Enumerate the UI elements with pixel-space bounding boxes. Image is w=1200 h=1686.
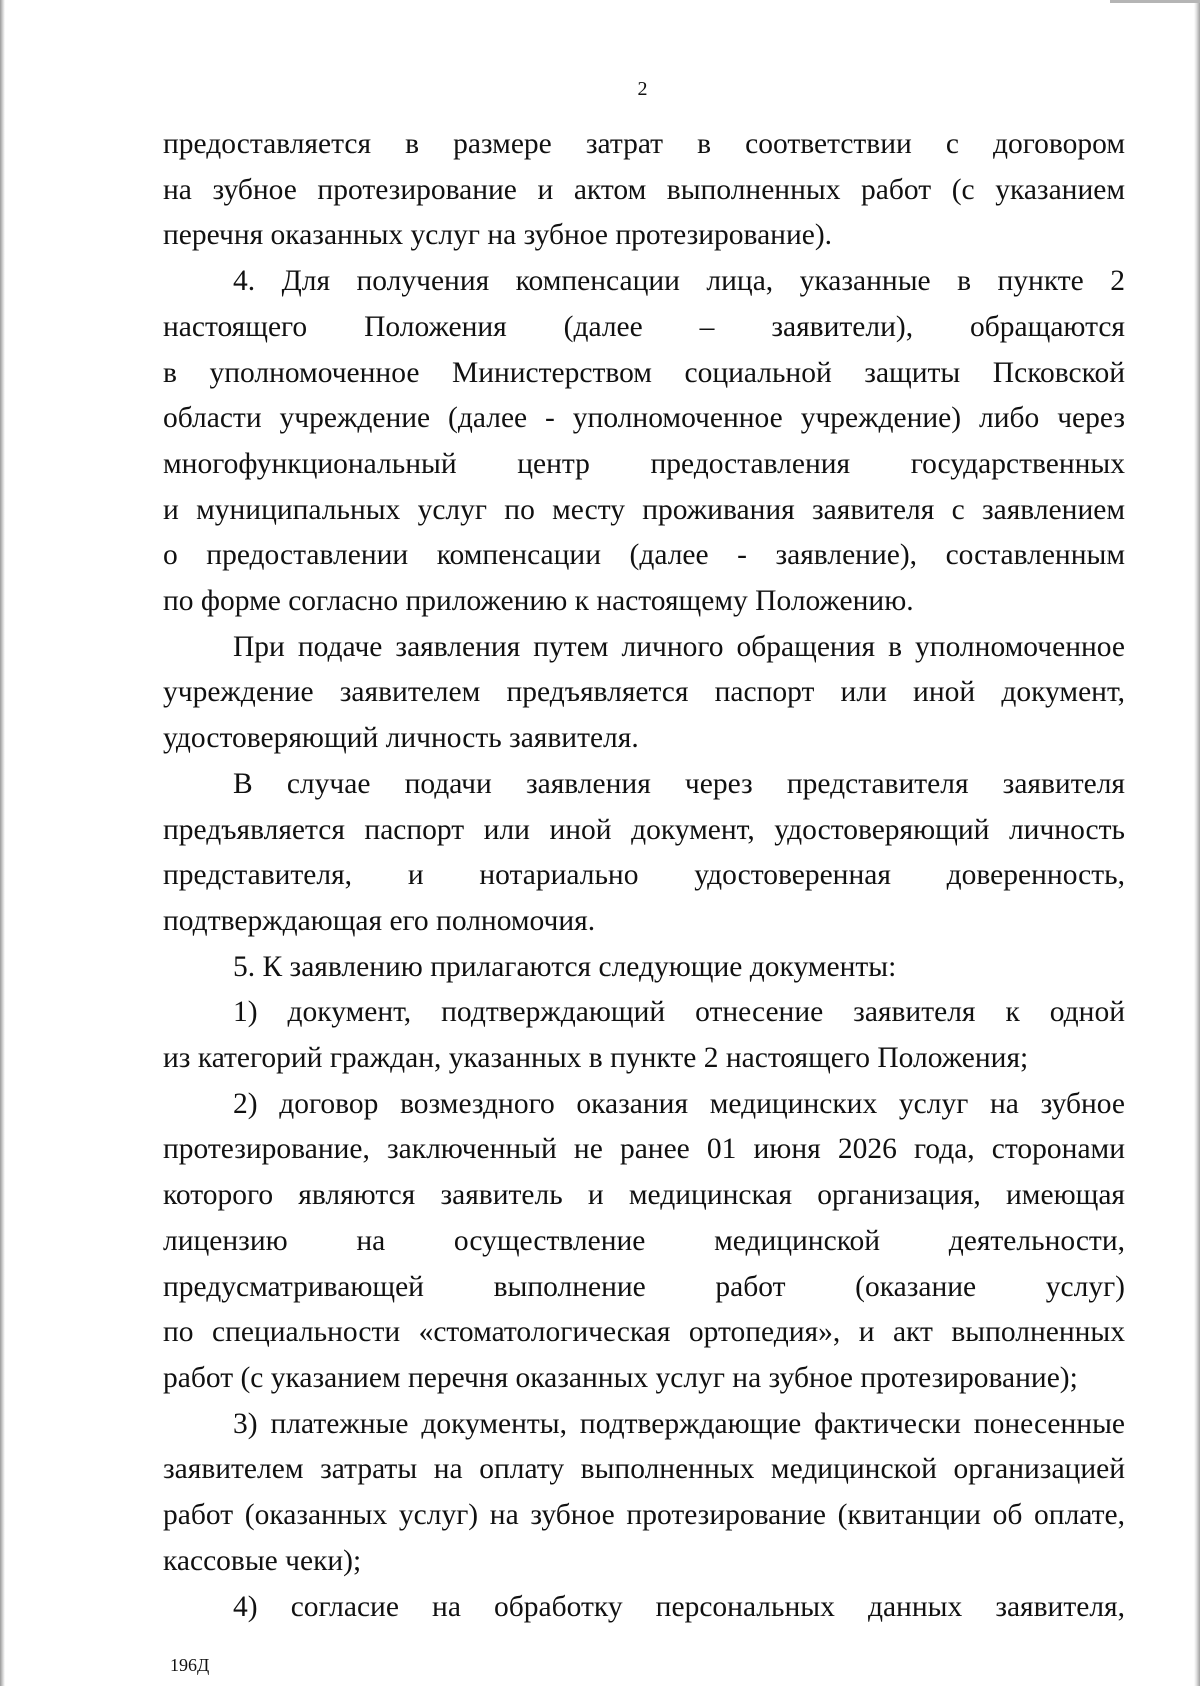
text-line: на зубное протезирование и актом выполненных работ (с указанием (163, 173, 1125, 206)
text-line: работ (с указанием перечня оказанных услуг на зубное протезирование); (163, 1361, 1078, 1394)
text-line: кассовые чеки); (163, 1544, 362, 1577)
text-line: и муниципальных услуг по месту проживания заявителя с заявлением (163, 493, 1125, 526)
text-line: удостоверяющий личность заявителя. (163, 722, 639, 755)
text-line: 3) платежные документы, подтверждающие фактически понесенные (233, 1407, 1125, 1440)
text-line: предусматривающей выполнение работ (оказание услуг) (163, 1270, 1125, 1303)
text-line: 5. К заявлению прилагаются следующие документы: (233, 950, 897, 983)
scan-edge-left (0, 0, 5, 1686)
text-line: учреждение заявителем предъявляется паспорт или иной документ, (163, 676, 1125, 709)
text-line: 4. Для получения компенсации лица, указанные в пункте 2 (233, 265, 1125, 298)
text-line: лицензию на осуществление медицинской деятельности, (163, 1224, 1125, 1257)
text-line: которого являются заявитель и медицинская организация, имеющая (163, 1179, 1125, 1212)
text-line: предъявляется паспорт или иной документ, удостоверяющий личность (163, 813, 1125, 846)
document-body (163, 122, 1125, 1630)
text-line: по специальности «стоматологическая ортопедия», и акт выполненных (163, 1316, 1125, 1349)
text-line: 4) согласие на обработку персональных данных заявителя, (233, 1590, 1125, 1623)
page-number: 2 (637, 78, 648, 100)
text-line: заявителем затраты на оплату выполненных медицинской организацией (163, 1453, 1125, 1486)
text-line: 1) документ, подтверждающий отнесение заявителя к одной (233, 996, 1125, 1029)
text-line: многофункциональный центр предоставления государственных (163, 447, 1125, 480)
text-line: настоящего Положения (далее – заявители), обращаются (163, 310, 1125, 343)
text-line: в уполномоченное Министерством социальной защиты Псковской (163, 356, 1125, 389)
text-line: из категорий граждан, указанных в пункте 2 настоящего Положения; (163, 1042, 1029, 1075)
text-line: подтверждающая его полномочия. (163, 904, 596, 937)
text-line: протезирование, заключенный не ранее 01 июня 2026 года, сторонами (163, 1133, 1125, 1166)
text-line: по форме согласно приложению к настоящему Положению. (163, 585, 914, 618)
text-line: При подаче заявления путем личного обращения в уполномоченное (233, 630, 1125, 663)
scan-edge-right (1194, 0, 1200, 1686)
scan-corner-mark (1110, 0, 1200, 3)
text-line: перечня оказанных услуг на зубное протезирование). (163, 219, 833, 252)
text-line: В случае подачи заявления через представителя заявителя (233, 767, 1125, 800)
document-code: 196Д (170, 1655, 210, 1675)
text-line: области учреждение (далее - уполномоченное учреждение) либо через (163, 402, 1125, 435)
text-line: предоставляется в размере затрат в соответствии с договором (163, 128, 1125, 160)
text-line: 2) договор возмездного оказания медицинских услуг на зубное (233, 1087, 1125, 1120)
text-line: о предоставлении компенсации (далее - заявление), составленным (163, 539, 1125, 572)
text-line: представителя, и нотариально удостоверенная доверенность, (163, 859, 1125, 892)
text-line: работ (оказанных услуг) на зубное протезирование (квитанции об оплате, (163, 1499, 1125, 1532)
